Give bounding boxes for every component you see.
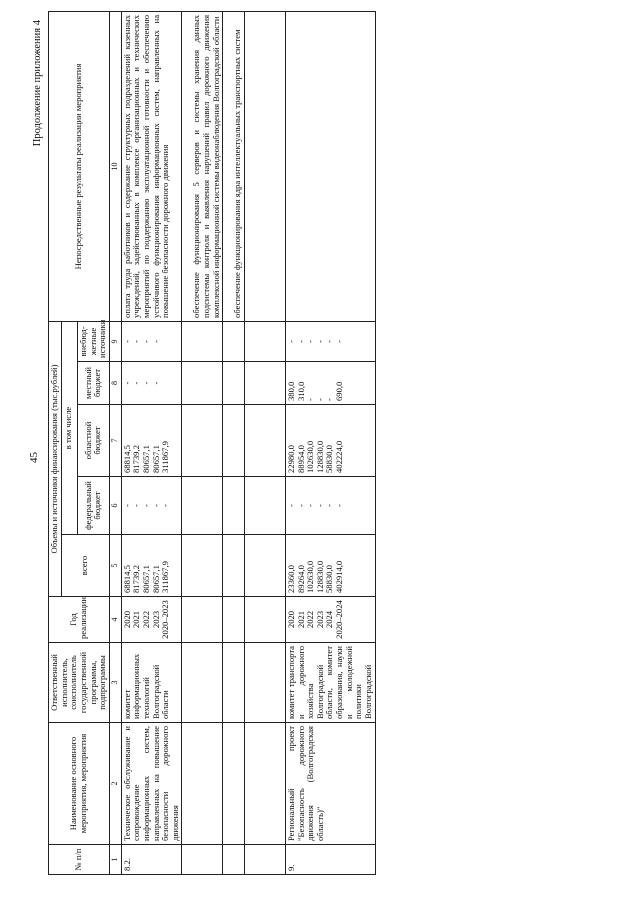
page-number: 45 [28, 452, 40, 463]
table-row-spacer [244, 11, 285, 874]
header-num: № п/п [49, 845, 110, 875]
column-number: 7 [109, 405, 121, 477]
results-cell [285, 11, 375, 321]
year-value: 2023 [150, 610, 161, 629]
year-value: 2022 [140, 610, 151, 629]
local-value: 310,0 [295, 381, 306, 401]
column-number: 3 [109, 643, 121, 723]
federal-value: - [314, 504, 325, 507]
header-local: местный бюджет [77, 362, 109, 405]
total-value: 89264,0 [295, 565, 306, 593]
extrabudget-value: - [314, 340, 325, 343]
header-results: Непосредственные результаты реализации мероприятия [49, 11, 110, 321]
total-value: 81739,2 [131, 565, 142, 593]
regional-value: 80657,1 [140, 445, 151, 473]
year-value: 2020–2024 [334, 600, 345, 639]
total-value: 402914,0 [334, 560, 345, 593]
federal-value: - [140, 504, 151, 507]
extrabudget-value: - [334, 340, 345, 343]
local-value: - [131, 381, 142, 385]
header-regional: областной бюджет [77, 405, 109, 477]
regional-value: 311867,9 [160, 441, 171, 473]
local-cell [121, 362, 182, 405]
extrabudget-value: - [131, 340, 142, 343]
table-row [121, 11, 182, 874]
table-header-row [49, 11, 62, 874]
regional-value: 102630,0 [305, 440, 316, 473]
header-extrabudget: внебюд-жетные источники [77, 321, 109, 361]
extrabudget-value: - [150, 340, 161, 343]
year-value: 2020 [121, 610, 132, 629]
year-value: 2020 [285, 610, 296, 629]
column-number: 9 [109, 321, 121, 361]
responsible-executor: комитет транспорта и дорожного хозяйства Волгоградской области, комитет образования, науки и молодежной политики Волгоградской [285, 643, 375, 723]
year-value: 2022 [305, 610, 316, 629]
result-item: обеспечение функционирования ядра интеллектуальных транспортных систем [232, 29, 243, 318]
year-value: 2021 [131, 610, 142, 629]
row-number: 8.2. [121, 845, 182, 875]
extrabudget-value: - [121, 340, 132, 343]
header-name: Наименование основного мероприятия, мероприятия [49, 723, 110, 845]
total-value: 128830,0 [314, 560, 325, 593]
year-value: 2024 [324, 610, 335, 629]
years-cell [121, 597, 182, 643]
regional-value: 22980,0 [285, 445, 296, 473]
regional-value: 128830,0 [314, 440, 325, 473]
regional-value: 80657,1 [150, 445, 161, 473]
extrabudget-value: - [295, 340, 306, 343]
extrabudget-value: - [324, 340, 335, 343]
extrabudget-value: - [305, 340, 316, 343]
total-value: 102630,0 [305, 560, 316, 593]
results-cell [182, 11, 223, 321]
table-row [285, 11, 375, 874]
financing-table [48, 11, 376, 875]
column-number: 5 [109, 535, 121, 597]
year-value: 2023 [314, 610, 325, 629]
column-number: 8 [109, 362, 121, 405]
results-cell [223, 11, 245, 321]
column-number: 4 [109, 597, 121, 643]
total-cell [121, 535, 182, 597]
header-including: в том числе [61, 321, 77, 534]
regional-cell [121, 405, 182, 477]
total-value: 80657,1 [140, 565, 151, 593]
total-value: 80657,1 [150, 565, 161, 593]
result-item: оплата труда работников и содержание структурных подразделений казенных учреждений, задействованных в комплексе организационных и технических мероприятий по поддержанию эксплуатационной готовности и обеспечению устойчивого функционирования информационных систем, направленных на повышение безопасности дорожного движения [121, 14, 171, 318]
header-total: всего [61, 535, 109, 597]
federal-value: - [121, 504, 132, 507]
local-value: - [324, 398, 335, 401]
results-cell [121, 11, 182, 321]
year-value: 2020–2023 [160, 600, 171, 639]
header-federal: федеральный бюджет [77, 477, 109, 535]
local-value: - [305, 398, 316, 401]
regional-value: 68814,5 [121, 445, 132, 473]
total-cell [285, 535, 375, 597]
local-value: - [314, 398, 325, 401]
years-cell [285, 597, 375, 643]
total-value: 68814,5 [121, 565, 132, 593]
column-number: 1 [109, 845, 121, 875]
regional-value: 81739,2 [131, 445, 142, 473]
local-value: 380,0 [285, 381, 296, 401]
local-value: - [140, 381, 151, 385]
local-value: - [121, 381, 132, 385]
total-value: 23360,0 [285, 565, 296, 593]
federal-value: - [150, 504, 161, 507]
table-row [223, 11, 245, 874]
header-executor: Ответственный исполнитель, соисполнитель государственной программы, подпрограммы [49, 643, 110, 723]
year-value: 2021 [295, 610, 306, 629]
column-number-row [109, 11, 121, 874]
local-value: 690,0 [334, 381, 345, 401]
total-value: 58830,0 [324, 565, 335, 593]
row-number: 9. [285, 845, 375, 875]
federal-value: - [334, 504, 345, 507]
appendix-continuation-note: Продолжение приложения 4 [32, 20, 43, 147]
federal-value: - [324, 504, 335, 507]
extrabudget-value: - [140, 340, 151, 343]
column-number: 2 [109, 723, 121, 845]
federal-value: - [295, 504, 306, 507]
result-item: обеспечение функционирования 5 серверов и системы хранения данных подсистемы контроля и выявления нарушений правил дорожного движения комплексной информационной системы видеонаблюдения Волгоградской области [191, 14, 221, 318]
column-number: 6 [109, 477, 121, 535]
federal-cell [285, 477, 375, 535]
header-financing: Объемы и источники финансирования (тыс.рублей) [49, 321, 62, 596]
measure-name: Региональный проект "Безопасность дорожного движения (Волгоградская область)" [285, 723, 375, 845]
regional-value: 402224,0 [334, 440, 345, 473]
regional-value: 88954,0 [295, 445, 306, 473]
total-value: 311867,9 [160, 561, 171, 593]
federal-value: - [131, 504, 142, 507]
federal-value: - [285, 504, 296, 507]
responsible-executor: комитет информационных технологий Волгоградской области [121, 643, 182, 723]
extrabudget-cell [121, 321, 182, 361]
local-value: - [150, 381, 161, 385]
measure-name: Техническое обслуживание и сопровождение информационных систем, направленных на повышение безопасности дорожного движения [121, 723, 182, 845]
federal-value: - [305, 504, 316, 507]
regional-value: 58830,0 [324, 445, 335, 473]
federal-value: - [160, 504, 171, 507]
header-year: Год реализации [49, 597, 110, 643]
federal-cell [121, 477, 182, 535]
extrabudget-value: - [285, 340, 296, 343]
regional-cell [285, 405, 375, 477]
extrabudget-cell [285, 321, 375, 361]
local-cell [285, 362, 375, 405]
column-number: 10 [109, 11, 121, 321]
table-row [182, 11, 223, 874]
